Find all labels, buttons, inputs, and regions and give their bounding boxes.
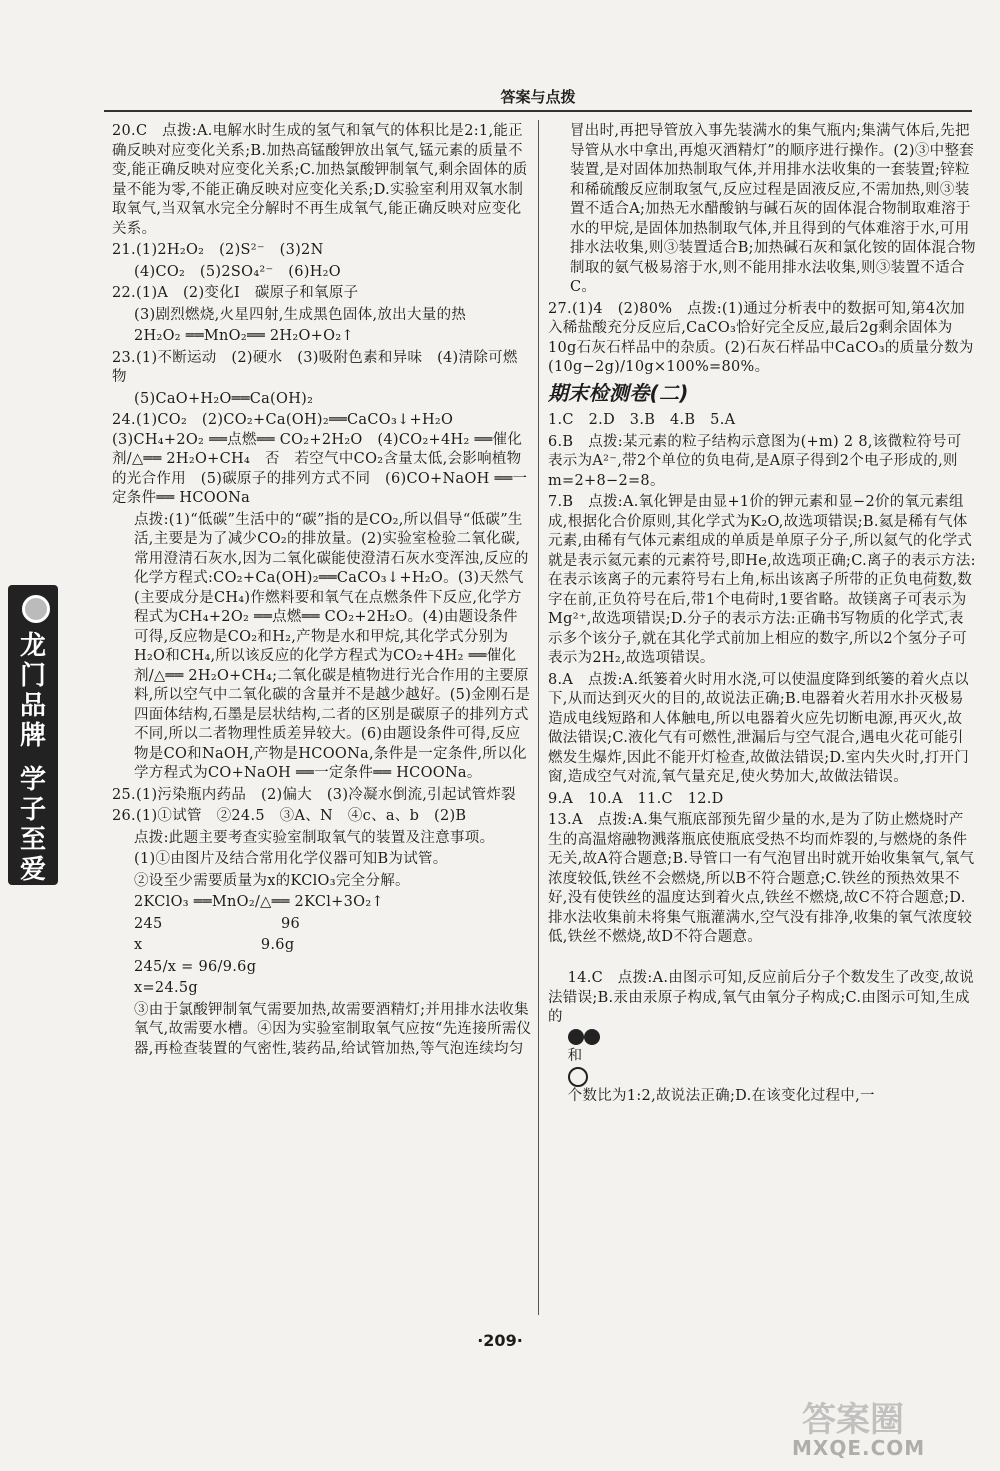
answer-14-tail: 个数比为1:2,故说法正确;D.在该变化过程中,一 xyxy=(567,1088,875,1104)
answer-26-result: x=24.5g xyxy=(134,980,198,996)
answer-26-ratio-top: 245 96 xyxy=(134,915,301,932)
answers-1-5: 1.C 2.D 3.B 4.B 5.A xyxy=(548,412,736,428)
answer-22-line2: (3)剧烈燃烧,火星四射,生成黑色固体,放出大量的热 xyxy=(134,306,467,323)
watermark-logo-text: 答案圈 xyxy=(802,1400,904,1440)
answer-22-line1: 22.(1)A (2)变化Ⅰ 碳原子和氧原子 xyxy=(112,285,359,301)
answer-27: 27.(1)4 (2)80% 点拨:(1)通过分析表中的数据可知,第4次加入稀盐酸充分反应后,CaCO₃恰好完全反应,最后2g剩余固体为10g石灰石样品中的杂质。(2)石灰石样品中CaCO₃的质量分数为(10g−2g)/10g×100%=80%。 xyxy=(548,300,974,375)
left-column xyxy=(112,122,532,1061)
answer-26-step3: ③由于氯酸钾制氧气需要加热,故需要酒精灯;并用排水法收集氧气,故需要水槽。④因为实验室制取氧气应按“先连接所需仪器,再检查装置的气密性,装药品,给试管加热,等气泡连续均匀 xyxy=(134,1001,532,1057)
answer-14-and: 和 xyxy=(567,1048,583,1064)
brand-circle-icon xyxy=(22,595,50,623)
answer-14 xyxy=(548,950,976,1127)
right-column xyxy=(548,122,976,1128)
answer-14-text: 14.C 点拨:A.由图示可知,反应前后分子个数发生了改变,故说法错误;B.汞由汞原子构成,氧气由氧分子构成;C.由图示可知,生成的 xyxy=(548,970,975,1025)
answer-25: 25.(1)污染瓶内药品 (2)偏大 (3)冷凝水倒流,引起试管炸裂 xyxy=(112,786,516,803)
answer-21-line1: 21.(1)2H₂O₂ (2)S²⁻ (3)2N xyxy=(112,242,324,258)
answer-21-line2: (4)CO₂ (5)2SO₄²⁻ (6)H₂O xyxy=(134,263,341,280)
answer-26-continued: 冒出时,再把导管放入事先装满水的集气瓶内;集满气体后,先把导管从水中拿出,再熄灭酒精灯”的顺序进行操作。(2)③中整套装置,是对固体加热制取气体,并用排水法收集的一套装置;锌粒和稀硫酸反应制取氢气,反应过程是固液反应,不需加热,则③装置不适合A;加热无水醋酸钠与碱石灰的固体混合物制取难溶于水的甲烷,是固体加热制取气体,并且得到的气体难溶于水,可用排水法收集,则③装置适合B;加热碱石灰和氯化铵的固体混合物制取的氨气极易溶于水,则不能用排水法收集,则③装置不适合C。 xyxy=(570,123,976,295)
header-title: 答案与点拨 xyxy=(500,88,576,106)
answer-23-line1: 23.(1)不断运动 (2)硬水 (3)吸附色素和异味 (4)清除可燃物 xyxy=(112,349,518,385)
side-tab-line2: 学子至爱 xyxy=(19,765,46,885)
section-title: 期末检测卷(二) xyxy=(548,380,689,405)
side-tab-line1: 龙门品牌 xyxy=(19,631,46,751)
answer-22-equation: 2H₂O₂ ══MnO₂══ 2H₂O+O₂↑ xyxy=(134,328,354,344)
answer-26-ratio-bottom: x 9.6g xyxy=(134,937,295,953)
page-header xyxy=(104,86,972,112)
faint-stamp-icon xyxy=(915,585,961,613)
black-atom-icon xyxy=(584,1029,600,1045)
watermark-url: MXQE.COM xyxy=(792,1436,926,1460)
answer-20: 20.C 点拨:A.电解水时生成的氢气和氧气的体积比是2:1,能正确反映对应变化关系;B.加热高锰酸钾放出氧气,锰元素的质量不变,能正确反映对应变化关系;C.加热氯酸钾制氧气,剩余固体的质量不能为零,不能正确反映对应变化关系;D.实验室利用双氧水制取氧气,当双氧水完全分解时不再生成氧气,能正确反映对应变化关系。 xyxy=(112,123,528,237)
answer-8: 8.A 点拨:A.纸篓着火时用水浇,可以使温度降到纸篓的着火点以下,从而达到灭火的目的,故说法正确;B.电器着火若用水扑灭极易造成电线短路和人体触电,所以电器着火应先切断电源,再灭火,故做法错误;C.液化气有可燃性,泄漏后与空气混合,遇电火花可能引燃发生爆炸,因此不能开灯检查,故做法错误;D.室内失火时,打开门窗,造成空气对流,氧气量充足,使火势加大,故做法错误。 xyxy=(548,671,970,785)
answer-13: 13.A 点拨:A.集气瓶底部预先留少量的水,是为了防止燃烧时产生的高温熔融物溅落瓶底使瓶底受热不均而炸裂的,与燃烧的条件无关,故A符合题意;B.导管口一有气泡冒出时就开始收集氧气,氧气浓度较低,铁丝不会燃烧,所以B不符合题意;C.铁丝的预热效果不好,没有使铁丝的温度达到着火点,铁丝不燃烧,故C不符合题意;D.排水法收集前未将集气瓶灌满水,空气没有排净,收集的氧气浓度较低,铁丝不燃烧,故D不符合题意。 xyxy=(548,812,975,945)
column-divider xyxy=(538,120,539,1315)
answer-7: 7.B 点拨:A.氧化钾是由显+1价的钾元素和显−2价的氧元素组成,根据化合价原则,其化学式为K₂O,故选项错误;B.氦是稀有气体元素,由稀有气体元素组成的单质是单原子分子,所以氦气的化学式就是表示氦元素的元素符号,即He,故选项正确;C.离子的表示方法:在表示该离子的元素符号右上角,标出该离子所带的正负电荷数,数字在前,正负符号在后,带1个电荷时,1要省略。故镁离子可表示为Mg²⁺,故选项错误;D.分子的表示方法:正确书写物质的化学式,表示多个该分子,就在其化学式前加上相应的数字,所以2个氢分子可表示为2H₂,故选项错误。 xyxy=(548,494,976,666)
black-atom-icon xyxy=(568,1029,584,1045)
site-watermark xyxy=(782,1392,982,1462)
answer-26-step2: ②设至少需要质量为x的KClO₃完全分解。 xyxy=(134,872,410,889)
side-brand-tab xyxy=(8,585,58,885)
answer-26: 26.(1)①试管 ②24.5 ③A、N ④c、a、b (2)B xyxy=(112,808,467,824)
answers-9-12: 9.A 10.A 11.C 12.D xyxy=(548,790,724,807)
answer-26-proportion: 245/x = 96/9.6g xyxy=(134,958,257,975)
answer-26-equation: 2KClO₃ ══MnO₂/△══ 2KCl+3O₂↑ xyxy=(134,894,384,910)
page-number: ·209· xyxy=(477,1331,523,1350)
answer-23-line2: (5)CaO+H₂O══Ca(OH)₂ xyxy=(134,390,314,407)
answer-6: 6.B 点拨:某元素的粒子结构示意图为(+m) 2 8,该微粒符号可表示为A²⁻,带2个单位的负电荷,是A原子得到2个电子形成的,则m=2+8−2=8。 xyxy=(548,433,962,489)
answer-26-step1: (1)①由图片及结合常用化学仪器可知B为试管。 xyxy=(134,851,448,867)
white-atom-icon xyxy=(568,1067,588,1087)
answer-24: 24.(1)CO₂ (2)CO₂+Ca(OH)₂══CaCO₃↓+H₂O (3)CH₄+2O₂ ══点燃══ CO₂+2H₂O (4)CO₂+4H₂ ══催化剂/△══ 2H₂O+CH₄ 否 若空气中CO₂含量太低,会影响植物的光合作用 (5)碳原子的排列方式不同 (6)CO+NaOH ══一定条件══ HCOONa xyxy=(112,412,528,506)
answer-26-explanation-intro: 点拨:此题主要考查实验室制取氧气的装置及注意事项。 xyxy=(134,829,495,846)
answer-24-explanation: 点拨:(1)“低碳”生活中的“碳”指的是CO₂,所以倡导“低碳”生活,主要是为了减少CO₂的排放量。(2)实验室检验二氧化碳,常用澄清石灰水,因为二氧化碳能使澄清石灰水变浑浊,反应的化学方程式:CO₂+Ca(OH)₂══CaCO₃↓+H₂O。(3)天然气(主要成分是CH₄)作燃料要和氧气在点燃条件下反应,化学方程式为CH₄+2O₂ ══点燃══ CO₂+2H₂O。(4)由题设条件可得,反应物是CO₂和H₂,产物是水和甲烷,其化学式分别为H₂O和CH₄,所以该反应的化学方程式为CO₂+4H₂ ══催化剂/△══ 2H₂O+CH₄;二氧化碳是植物进行光合作用的主要原料,所以空气中二氧化碳的含量并不是越少越好。(5)金刚石是四面体结构,石墨是层状结构,二者的区别是碳原子的排列方式不同,所以二者物理性质差异较大。(6)由题设条件可得,反应物是CO和NaOH,产物是HCOONa,条件是一定条件,所以化学方程式为CO+NaOH ══一定条件══ HCOONa。 xyxy=(134,511,531,781)
